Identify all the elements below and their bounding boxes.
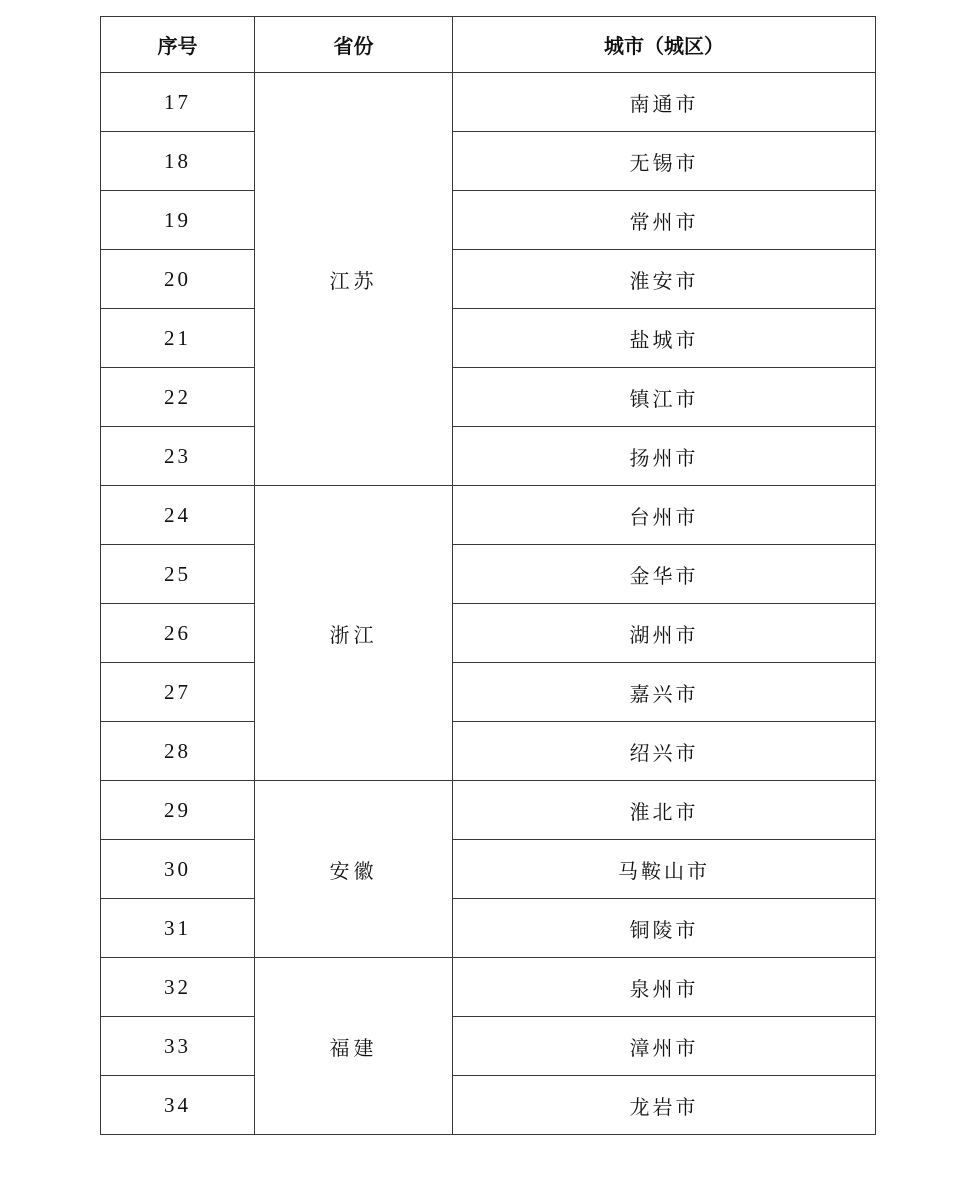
row-index: 22 <box>101 368 255 427</box>
table-row <box>101 486 876 545</box>
table-row <box>101 191 876 250</box>
row-index: 28 <box>101 722 255 781</box>
table-row <box>101 722 876 781</box>
city-cell: 湖州市 <box>453 604 876 663</box>
city-cell: 南通市 <box>453 73 876 132</box>
row-index: 19 <box>101 191 255 250</box>
province-cell: 江苏 <box>255 73 453 486</box>
city-cell: 镇江市 <box>453 368 876 427</box>
city-cell: 龙岩市 <box>453 1076 876 1135</box>
city-cell: 绍兴市 <box>453 722 876 781</box>
row-index: 25 <box>101 545 255 604</box>
row-index: 18 <box>101 132 255 191</box>
table-row <box>101 604 876 663</box>
row-index: 32 <box>101 958 255 1017</box>
table-row <box>101 1076 876 1135</box>
header-province: 省份 <box>255 17 453 73</box>
province-cell: 安徽 <box>255 781 453 958</box>
city-cell: 马鞍山市 <box>453 840 876 899</box>
city-cell: 嘉兴市 <box>453 663 876 722</box>
province-cell: 浙江 <box>255 486 453 781</box>
header-city: 城市（城区） <box>453 17 876 73</box>
row-index: 20 <box>101 250 255 309</box>
table-row <box>101 368 876 427</box>
city-cell: 淮北市 <box>453 781 876 840</box>
city-cell: 漳州市 <box>453 1017 876 1076</box>
row-index: 24 <box>101 486 255 545</box>
city-table <box>100 16 876 1135</box>
table-row <box>101 73 876 132</box>
table-row <box>101 427 876 486</box>
document-page <box>100 16 875 1135</box>
table-row <box>101 663 876 722</box>
table-row <box>101 899 876 958</box>
table-row <box>101 545 876 604</box>
city-cell: 无锡市 <box>453 132 876 191</box>
table-row <box>101 250 876 309</box>
table-row <box>101 132 876 191</box>
row-index: 27 <box>101 663 255 722</box>
table-row <box>101 1017 876 1076</box>
row-index: 23 <box>101 427 255 486</box>
row-index: 29 <box>101 781 255 840</box>
city-cell: 盐城市 <box>453 309 876 368</box>
province-cell: 福建 <box>255 958 453 1135</box>
city-cell: 泉州市 <box>453 958 876 1017</box>
row-index: 30 <box>101 840 255 899</box>
row-index: 31 <box>101 899 255 958</box>
city-cell: 淮安市 <box>453 250 876 309</box>
city-cell: 常州市 <box>453 191 876 250</box>
table-row <box>101 781 876 840</box>
row-index: 17 <box>101 73 255 132</box>
table-header-row <box>101 17 876 73</box>
table-row <box>101 958 876 1017</box>
table-row <box>101 309 876 368</box>
row-index: 26 <box>101 604 255 663</box>
city-cell: 铜陵市 <box>453 899 876 958</box>
table-row <box>101 840 876 899</box>
header-index: 序号 <box>101 17 255 73</box>
city-cell: 台州市 <box>453 486 876 545</box>
city-cell: 金华市 <box>453 545 876 604</box>
row-index: 34 <box>101 1076 255 1135</box>
row-index: 21 <box>101 309 255 368</box>
row-index: 33 <box>101 1017 255 1076</box>
city-cell: 扬州市 <box>453 427 876 486</box>
